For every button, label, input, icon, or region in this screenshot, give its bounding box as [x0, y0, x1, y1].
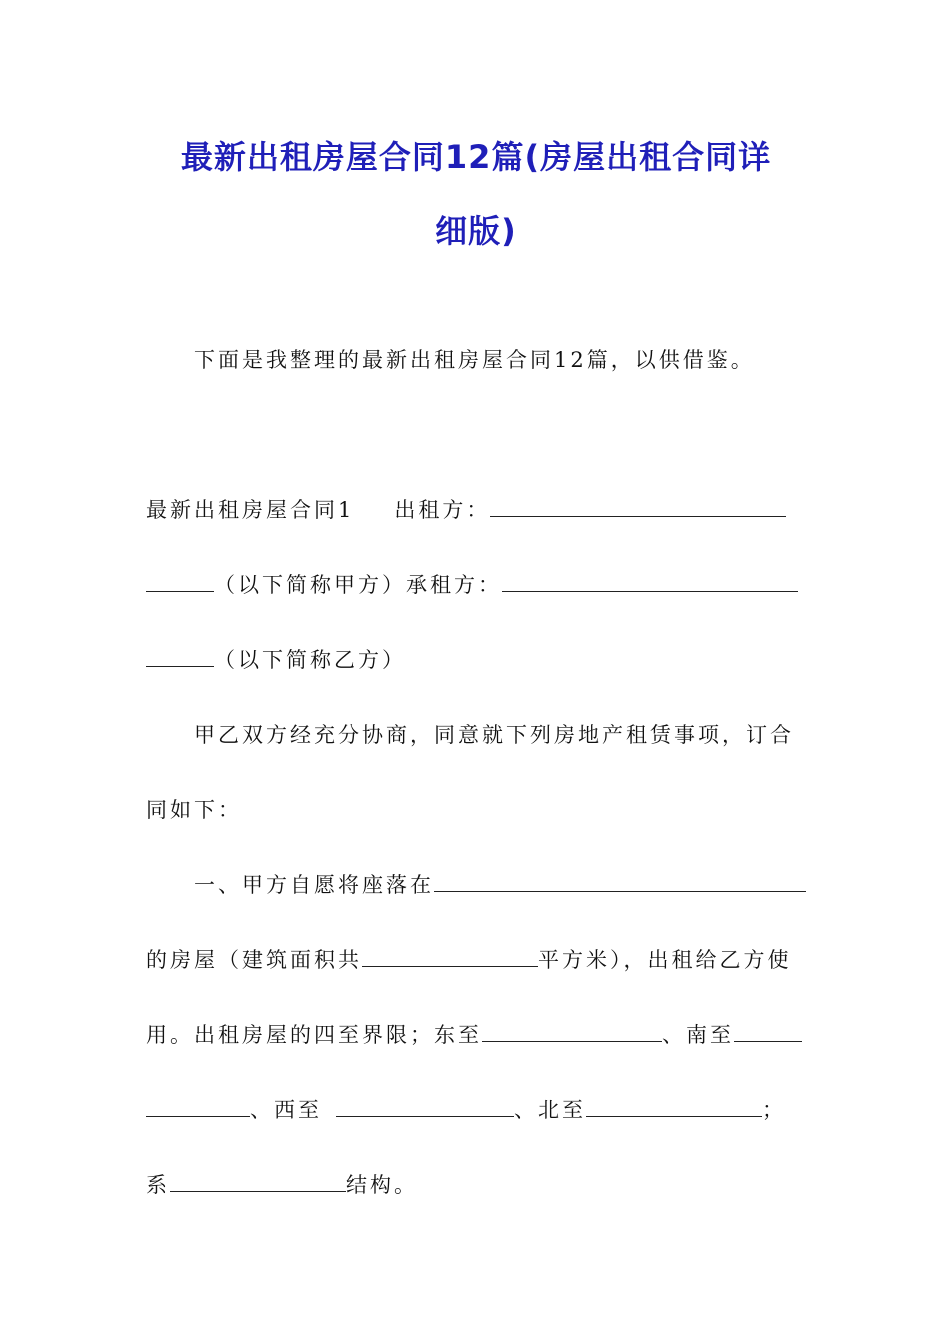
clause1-line1: [146, 870, 856, 900]
intro-paragraph: 下面是我整理的最新出租房屋合同12篇，以供借鉴。: [194, 348, 755, 372]
north-label: 、北至: [514, 1098, 586, 1122]
west-label: 、西至: [250, 1098, 322, 1122]
south-label: 、南至: [662, 1023, 734, 1047]
area-suffix: 平方米），出租给乙方使: [538, 948, 792, 972]
para1-line1: 甲乙双方经充分协商，同意就下列房地产租赁事项，订合: [194, 723, 794, 747]
party-line: [146, 570, 808, 600]
contract-heading: 最新出租房屋合同1: [146, 498, 355, 522]
west-blank: [336, 1096, 514, 1117]
south-blank: [734, 1021, 802, 1042]
para1-line2: 同如下：: [146, 798, 242, 822]
bounds-label: 用。出租房屋的四至界限；东至: [146, 1023, 482, 1047]
area-blank: [362, 946, 538, 967]
party-b-line: [146, 645, 808, 675]
structure-suffix: 结构。: [346, 1173, 418, 1197]
document-title-line2: 细版): [435, 212, 517, 250]
party-b-note: （以下简称乙方）: [214, 648, 406, 672]
document-title-line1: 最新出租房屋合同12篇(房屋出租合同详: [180, 138, 772, 176]
south-blank-cont: [146, 1096, 250, 1117]
area-prefix: 的房屋（建筑面积共: [146, 948, 362, 972]
clause1-line4: [146, 1095, 808, 1125]
lessee-blank: [502, 571, 798, 592]
structure-blank: [170, 1171, 346, 1192]
clause1-line2: [146, 945, 808, 975]
clause1-start: 一、甲方自愿将座落在: [194, 873, 434, 897]
north-blank: [586, 1096, 762, 1117]
party-a-note: （以下简称甲方）承租方：: [214, 573, 502, 597]
lessor-blank: [490, 496, 786, 517]
lessor-label: 出租方：: [394, 498, 491, 522]
clause1-line3: [146, 1020, 808, 1050]
semicolon: ；: [762, 1098, 786, 1122]
lessee-blank-cont: [146, 646, 214, 667]
structure-prefix: 系: [146, 1173, 170, 1197]
clause1-line5: [146, 1170, 808, 1200]
east-blank: [482, 1021, 662, 1042]
lessor-blank-cont: [146, 571, 214, 592]
contract-header-line: [146, 495, 808, 525]
location-blank: [434, 871, 806, 892]
